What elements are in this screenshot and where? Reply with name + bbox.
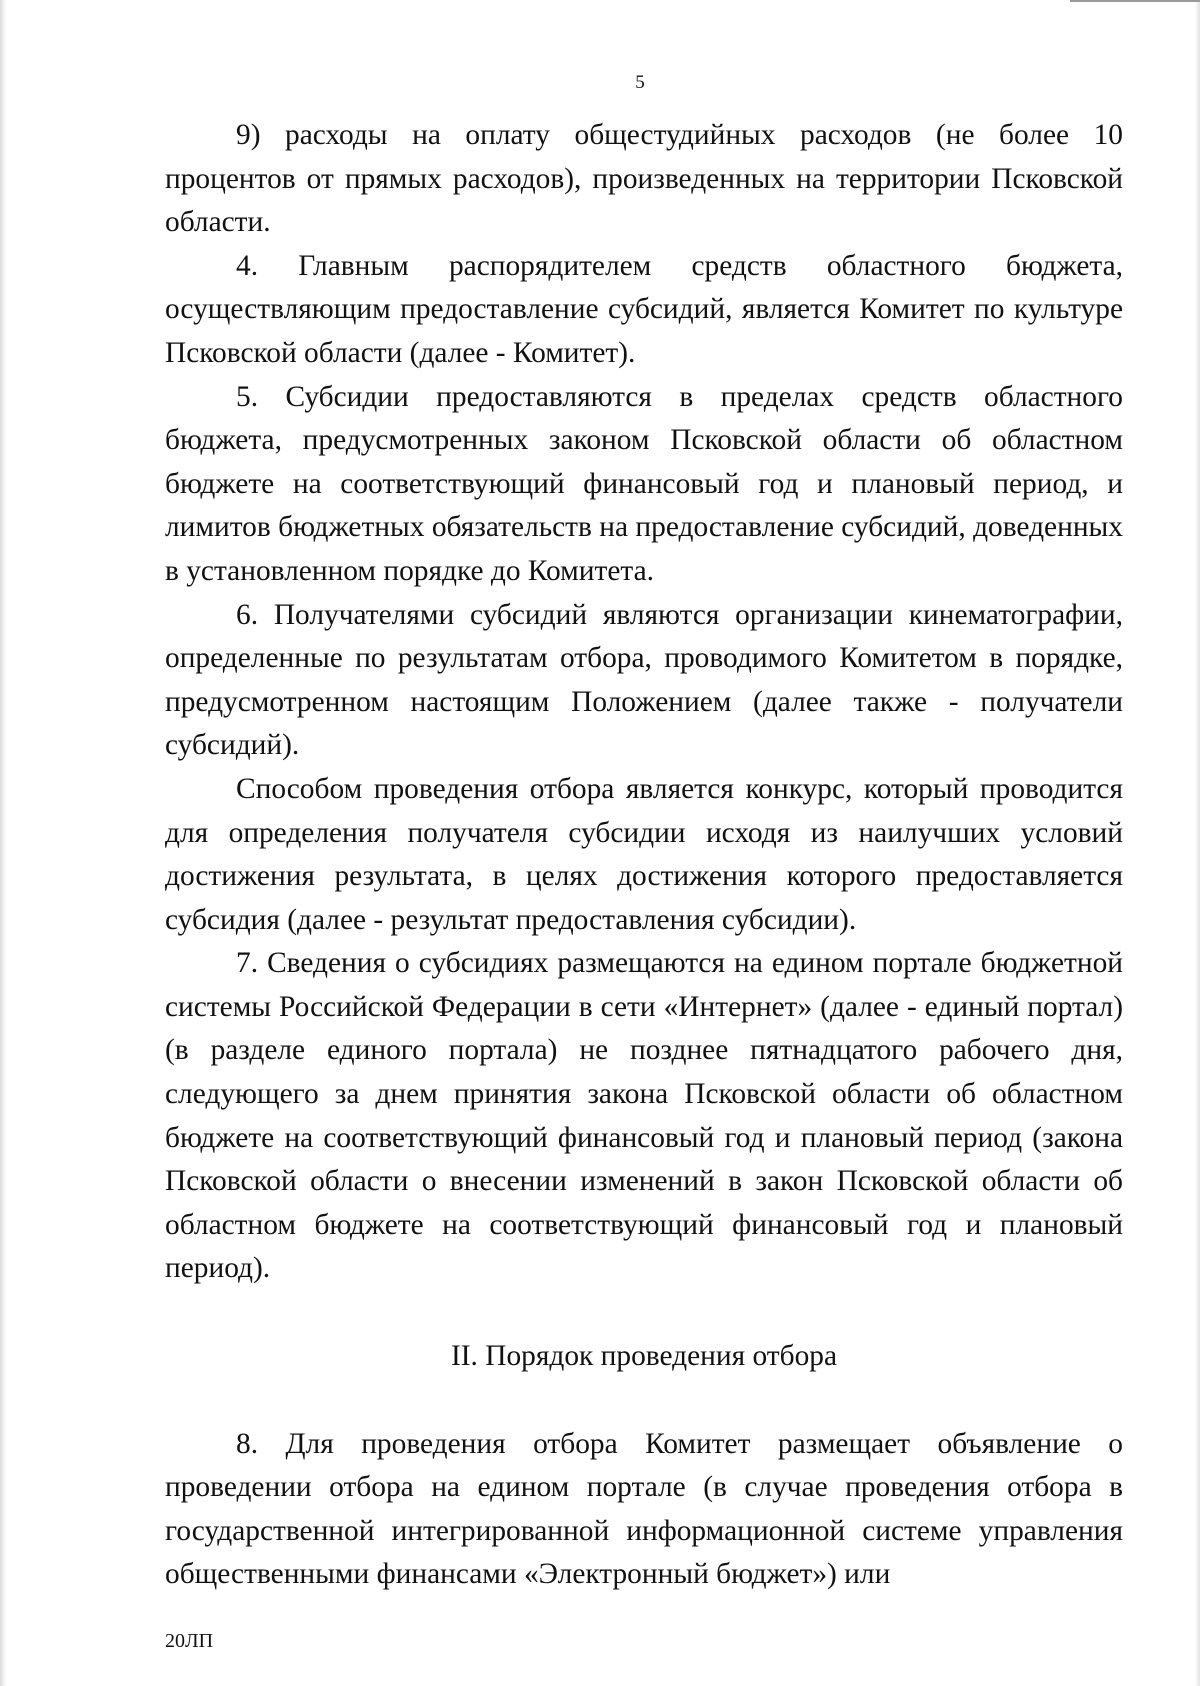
paragraph-7: 7. Сведения о субсидиях размещаются на едином портале бюджетной системы Российской Федерации в сети «Интернет» (далее - единый портал) (в разделе единого портала) не позднее пятнадцатого рабочего дня, следующего за днем принятия закона Псковской области об областном бюджете на соответствующий финансовый год и плановый период (закона Псковской области о внесении изменений в закон Псковской области об областном бюджете на соответствующий финансовый год и плановый период). xyxy=(165,947,1123,1285)
paragraph-8: 8. Для проведения отбора Комитет размещает объявление о проведении отбора на едином портале (в случае проведения отбора в государственной интегрированной информационной системе управления общественными финансами «Электронный бюджет») или xyxy=(165,1427,1123,1591)
paragraph-4: 4. Главным распорядителем средств областного бюджета, осуществляющим предоставление субсидий, является Комитет по культуре Псковской области (далее - Комитет). xyxy=(165,249,1123,369)
scan-edge-left xyxy=(0,0,7,1686)
section-heading: II. Порядок проведения отбора xyxy=(450,1340,838,1373)
footer-code: 20ЛП xyxy=(165,1630,214,1652)
document-body xyxy=(165,114,1123,1597)
scan-line-top xyxy=(1070,0,1200,2)
page-number: 5 xyxy=(635,72,645,93)
scan-edge-right xyxy=(1195,0,1200,1686)
paragraph-item-9: 9) расходы на оплату общестудийных расходов (не более 10 процентов от прямых расходов), произведенных на территории Псковской области. xyxy=(165,119,1123,239)
paragraph-6: 6. Получателями субсидий являются организации кинематографии, определенные по результатам отбора, проводимого Комитетом в порядке, предусмотренном настоящим Положением (далее также - получатели субсидий). xyxy=(165,598,1123,762)
paragraph-5: 5. Субсидии предоставляются в пределах средств областного бюджета, предусмотренных законом Псковской области об областном бюджете на соответствующий финансовый год и плановый период, и лимитов бюджетных обязательств на предоставление субсидий, доведенных в установленном порядке до Комитета. xyxy=(165,380,1123,587)
paragraph-selection-method: Способом проведения отбора является конкурс, который проводится для определения получателя субсидии исходя из наилучших условий достижения результата, в целях достижения которого предоставляется субсидия (далее - результат предоставления субсидии). xyxy=(165,772,1123,936)
